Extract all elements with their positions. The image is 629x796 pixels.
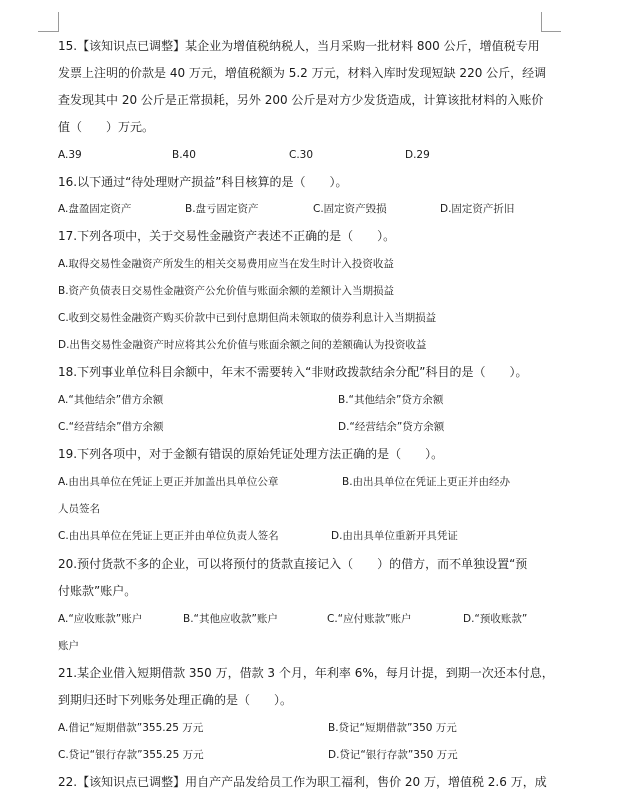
option-b-continued: 人员签名 <box>58 503 100 515</box>
option-a: A.借记“短期借款”355.25 万元 <box>58 722 204 734</box>
question-text-line: 查发现其中 20 公斤是正常损耗，另外 200 公斤是对方少发货造成，计算该批材料的入账价 <box>58 93 544 107</box>
option-d: D.固定资产折旧 <box>440 203 515 215</box>
option-a: A.“其他结余”借方余额 <box>58 394 164 406</box>
option-b: B.40 <box>172 149 196 161</box>
option-d: D.贷记“银行存款”350 万元 <box>328 749 458 761</box>
crop-mark-top-left-vertical <box>58 12 59 32</box>
question-text-line: 值（ ）万元。 <box>58 120 155 134</box>
option-c: C.固定资产毁损 <box>313 203 387 215</box>
question-text-line: 17.下列各项中，关于交易性金融资产表述不正确的是（ ）。 <box>58 229 396 243</box>
question-text-line: 15.【该知识点已调整】某企业为增值税纳税人，当月采购一批材料 800 公斤，增值税专用 <box>58 39 540 53</box>
crop-mark-top-right-horizontal <box>541 31 561 32</box>
option-c: C.贷记“银行存款”355.25 万元 <box>58 749 204 761</box>
option-a: A.由出具单位在凭证上更正并加盖出具单位公章 <box>58 476 279 488</box>
question-text-line: 18.下列事业单位科目余额中，年末不需要转入“非财政拨款结余分配”科目的是（ ）。 <box>58 365 528 379</box>
option-b: B.由出具单位在凭证上更正并由经办 <box>342 476 511 488</box>
option-b: B.资产负债表日交易性金融资产公允价值与账面余额的差额计入当期损益 <box>58 285 395 297</box>
question-text-line: 19.下列各项中，对于金额有错误的原始凭证处理方法正确的是（ ）。 <box>58 447 444 461</box>
option-b: B.贷记“短期借款”350 万元 <box>328 722 457 734</box>
question-16 <box>58 169 570 196</box>
option-b: B.“其他结余”贷方余额 <box>338 394 444 406</box>
option-c: C.30 <box>289 149 314 161</box>
option-c: C.“应付账款”账户 <box>327 613 412 625</box>
question-21 <box>58 660 570 714</box>
crop-mark-top-right-vertical <box>541 12 542 32</box>
question-18 <box>58 359 570 386</box>
option-d: D.“经营结余”贷方余额 <box>338 421 445 433</box>
option-c: C.收到交易性金融资产购买价款中已到付息期但尚未领取的债券利息计入当期损益 <box>58 312 437 324</box>
option-d: D.由出具单位重新开具凭证 <box>331 530 458 542</box>
option-b: B.“其他应收款”账户 <box>183 613 278 625</box>
question-text-line: 16.以下通过“待处理财产损益”科目核算的是（ ）。 <box>58 175 348 189</box>
option-a: A.盘盈固定资产 <box>58 203 132 215</box>
option-d: D.出售交易性金融资产时应将其公允价值与账面余额之间的差额确认为投资收益 <box>58 339 427 351</box>
question-15 <box>58 33 570 141</box>
question-text-line: 20.预付货款不多的企业，可以将预付的货款直接记入（ ）的借方，而不单独设置“预 <box>58 557 528 571</box>
question-text-line: 22.【该知识点已调整】用自产产品发给员工作为职工福利，售价 20 万，增值税 2.6 万，成 <box>58 775 547 789</box>
crop-mark-top-left-horizontal <box>38 31 58 32</box>
option-a: A.39 <box>58 149 82 161</box>
option-d: D.“预收账款” <box>463 613 528 625</box>
option-c: C.由出具单位在凭证上更正并由单位负责人签名 <box>58 530 279 542</box>
question-text-line: 到期归还时下列账务处理正确的是（ ）。 <box>58 693 293 707</box>
question-17 <box>58 223 570 250</box>
question-20 <box>58 551 570 605</box>
question-22 <box>58 769 570 796</box>
question-text-line: 发票上注明的价款是 40 万元，增值税额为 5.2 万元，材料入库时发现短缺 220 公斤，经调 <box>58 66 547 80</box>
option-c: C.“经营结余”借方余额 <box>58 421 164 433</box>
question-text-line: 付账款”账户。 <box>58 584 137 598</box>
option-b: B.盘亏固定资产 <box>185 203 259 215</box>
option-d: D.29 <box>405 149 430 161</box>
option-a: A.“应收账款”账户 <box>58 613 143 625</box>
option-d-continued: 账户 <box>58 640 79 652</box>
question-text-line: 21.某企业借入短期借款 350 万，借款 3 个月，年利率 6%，每月计提，到期一次还本付息， <box>58 666 554 680</box>
option-a: A.取得交易性金融资产所发生的相关交易费用应当在发生时计入投资收益 <box>58 258 394 270</box>
question-19 <box>58 441 570 468</box>
